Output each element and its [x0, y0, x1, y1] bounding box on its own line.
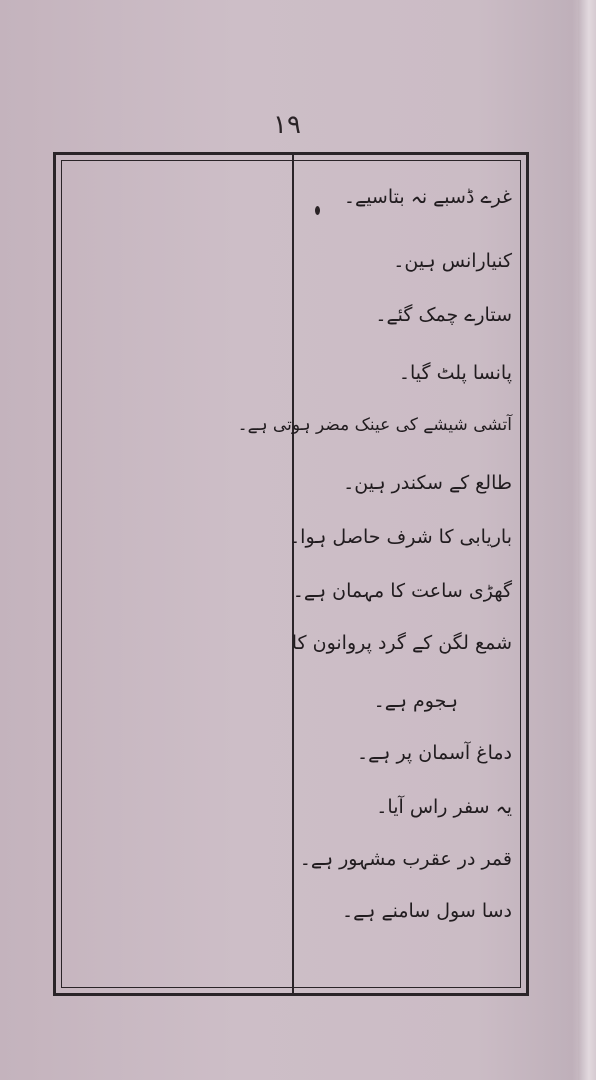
text-line: قمر در عقرب مشہور ہے۔: [299, 848, 512, 870]
text-line: ستارے چمک گئے۔: [375, 304, 512, 326]
text-line: پانسا پلٹ گیا۔: [398, 362, 512, 384]
text-line: غرے ڈسبے نہ بتاسیے۔: [343, 186, 512, 208]
text-line: کنیارانس ہین۔: [393, 250, 512, 272]
text-line: دماغ آسمان پر ہے۔: [357, 742, 512, 764]
text-line: شمع لگن کے گرد پروانون کا: [291, 632, 512, 654]
text-frame: [53, 152, 529, 996]
text-line: ہجوم ہے۔: [373, 690, 458, 712]
page-edge: [578, 0, 596, 1080]
text-line: باریابی کا شرف حاصل ہوا۔: [289, 526, 512, 548]
page-number: ۱۹: [273, 110, 301, 140]
text-line: دسا سول سامنے ہے۔: [342, 900, 512, 922]
column-divider: [292, 155, 294, 993]
text-line: طالع کے سکندر ہین۔: [343, 472, 512, 494]
text-line: آتشی شیشے کی عینک مضر ہوتی ہے۔: [237, 415, 512, 435]
text-line: یہ سفر راس آیا۔: [376, 796, 512, 818]
text-line: گھڑی ساعت کا مہمان ہے۔: [292, 580, 512, 602]
ink-mark: [315, 206, 320, 215]
